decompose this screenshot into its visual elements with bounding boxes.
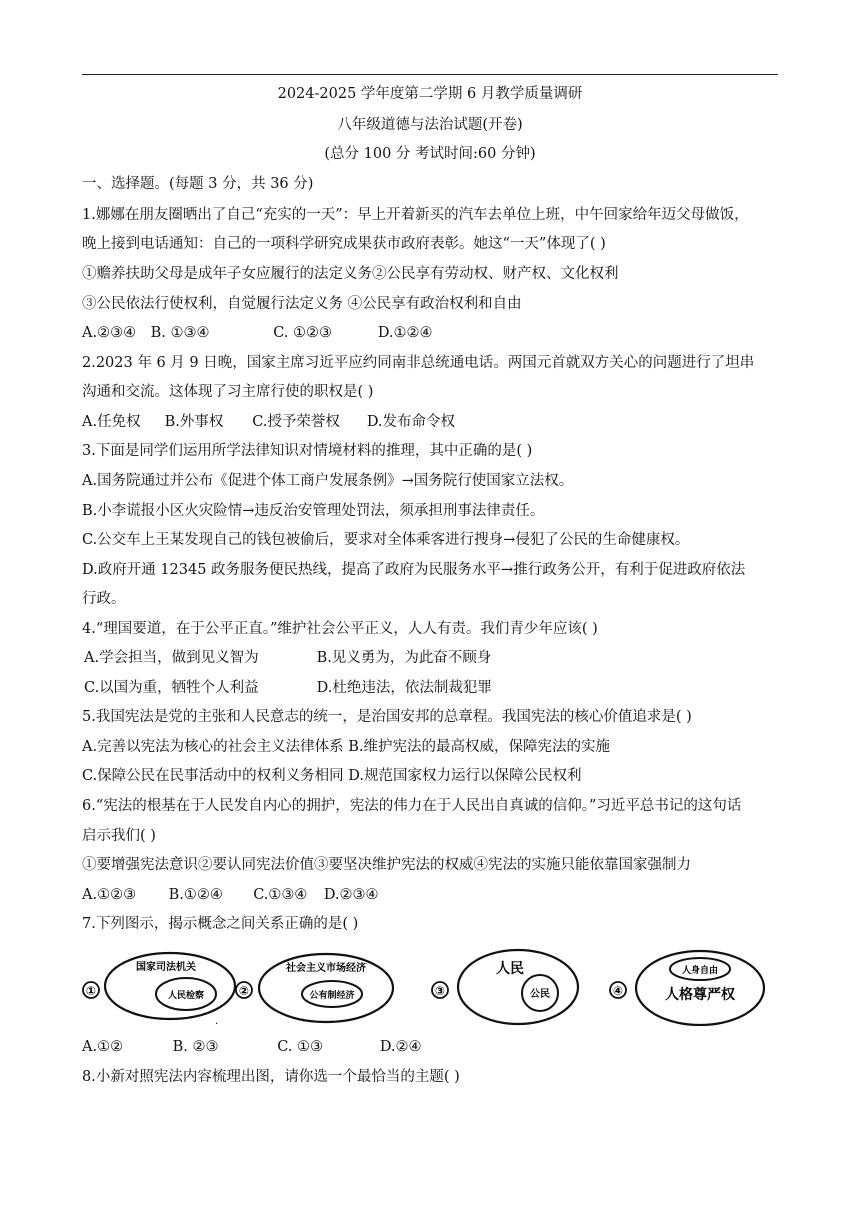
section-heading: 一、选择题。(每题 3 分，共 36 分) [82, 176, 314, 192]
diagram-2-inner-label: 公有制经济 [309, 991, 355, 1001]
diagram-3-number: ③ [434, 984, 446, 998]
diagram-2-outer-label: 社会主义市场经济 [286, 963, 366, 974]
q4-stem: 4.“理国要道，在于公平正直。”维护社会公平正义，人人有责。我们青少年应该( ) [82, 621, 598, 637]
q3-option-a[interactable]: A.国务院通过并公布《促进个体工商户发展条例》→国务院行使国家立法权。 [82, 473, 574, 489]
q1-stem-line1: 1.娜娜在朋友圈晒出了自己“充实的一天”：早上开着新买的汽车去单位上班，中午回家给年迈父母做饭， [82, 207, 749, 223]
q6-option-c[interactable]: C.①③④ [253, 887, 308, 903]
q3-option-b[interactable]: B.小李谎报小区火灾险情→违反治安管理处罚法，须承担刑事法律责任。 [82, 503, 545, 519]
q4-options-row2 [84, 678, 492, 698]
q7-options [82, 1037, 422, 1057]
q4-option-a[interactable]: A.学会担当，做到见义智为 [84, 650, 259, 666]
q2-option-b[interactable]: B.外事权 [164, 414, 224, 430]
q7-diagram-3[interactable] [432, 950, 578, 1024]
q2-options [82, 412, 455, 432]
q4-option-c[interactable]: C.以国为重，牺牲个人利益 [84, 680, 259, 696]
q7-stem: 7.下列图示，揭示概念之间关系正确的是( ) [82, 916, 359, 932]
diagram-2-number: ② [238, 984, 250, 998]
q1-stem-line2: 晚上接到电话通知：自己的一项科学研究成果获市政府表彰。她这“一天”体现了( ) [82, 236, 606, 252]
q7-diagram-1[interactable] [83, 953, 235, 1026]
q2-option-a[interactable]: A.任免权 [82, 414, 141, 430]
q3-stem: 3.下面是同学们运用所学法律知识对情境材料的推理，其中正确的是( ) [82, 443, 533, 459]
q1-statements-line2: ③公民依法行使权利，自觉履行法定义务 ④公民享有政治权利和自由 [82, 296, 522, 312]
q6-option-d[interactable]: D.②③④ [323, 887, 379, 903]
q4-option-d[interactable]: D.杜绝违法，依法制裁犯罪 [316, 680, 492, 696]
q7-diagram-4[interactable] [610, 951, 764, 1025]
q6-stem-line2: 启示我们( ) [82, 828, 156, 844]
diagram-3-outer-label: 人民 [496, 961, 524, 977]
q2-option-d[interactable]: D.发布命令权 [366, 414, 456, 430]
exam-info: (总分 100 分 考试时间:60 分钟) [324, 146, 536, 162]
q2-option-c[interactable]: C.授予荣誉权 [252, 414, 340, 430]
q7-option-a[interactable]: A.①② [82, 1039, 124, 1055]
diagram-1-outer-label: 国家司法机关 [136, 962, 196, 973]
q6-statements: ①要增强宪法意识②要认同宪法价值③要坚决维护宪法的权威④宪法的实施只能依靠国家强制力 [82, 857, 691, 873]
diagram-4-inner-label: 人身自由 [681, 966, 719, 976]
q3-option-d-line2[interactable]: 行政。 [82, 591, 126, 607]
diagram-4-outer-label: 人格尊严权 [665, 987, 735, 1003]
q5-stem: 5.我国宪法是党的主张和人民意志的统一，是治国安邦的总章程。我国宪法的核心价值追求是( ) [82, 709, 692, 725]
q7-option-d[interactable]: D.②④ [379, 1039, 422, 1055]
q6-option-b[interactable]: B.①②④ [168, 887, 223, 903]
header-rule [82, 74, 778, 75]
diagram-dot: · [215, 1019, 219, 1026]
q4-options-row1 [84, 648, 491, 668]
q7-diagram-2[interactable] [236, 954, 393, 1022]
q3-option-d-line1[interactable]: D.政府开通 12345 政务服务便民热线，提高了政府为民服务水平→推行政务公开，有利于促进政府依法 [82, 562, 746, 578]
diagram-1-number: ① [85, 984, 97, 998]
diagram-4-number: ④ [612, 984, 624, 998]
diagram-3-inner-label: 公民 [530, 989, 550, 1000]
q5-options-cd[interactable]: C.保障公民在民事活动中的权利义务相同 D.规范国家权力运行以保障公民权利 [82, 768, 582, 784]
q1-statements-line1: ①赡养扶助父母是成年子女应履行的法定义务②公民享有劳动权、财产权、文化权利 [82, 266, 619, 282]
q2-stem-line2: 沟通和交流。这体现了习主席行使的职权是( ) [82, 384, 374, 400]
q1-option-a[interactable]: A.②③④ [82, 325, 137, 341]
q8-stem: 8.小新对照宪法内容梳理出图，请你选一个最恰当的主题( ) [82, 1069, 460, 1085]
q1-option-d[interactable]: D.①②④ [377, 325, 433, 341]
q6-stem-line1: 6.“宪法的根基在于人民发自内心的拥护，宪法的伟力在于人民出自真诚的信仰。”习近平总书记的这句话 [82, 798, 742, 814]
diagram-1-inner-label: 人民检察 [167, 991, 205, 1001]
q6-options [82, 885, 379, 905]
q1-option-c[interactable]: C. ①②③ [273, 325, 333, 341]
q4-option-b[interactable]: B.见义勇为，为此奋不顾身 [316, 650, 492, 666]
q7-diagram-strip [82, 948, 778, 1026]
q7-option-c[interactable]: C. ①③ [277, 1039, 324, 1055]
q2-stem-line1: 2.2023 年 6 月 9 日晚，国家主席习近平应约同南非总统通电话。两国元首就双方关心的问题进行了坦串 [82, 355, 755, 371]
q5-options-ab[interactable]: A.完善以宪法为核心的社会主义法律体系 B.维护宪法的最高权威，保障宪法的实施 [82, 739, 610, 755]
exam-subtitle: 八年级道德与法治试题(开卷) [337, 117, 523, 133]
q1-options [82, 323, 433, 343]
exam-title: 2024-2025 学年度第二学期 6 月教学质量调研 [277, 86, 583, 102]
q3-option-c[interactable]: C.公交车上王某发现自己的钱包被偷后，要求对全体乘客进行搜身→侵犯了公民的生命健康权。 [82, 532, 690, 548]
q6-option-a[interactable]: A.①②③ [82, 887, 137, 903]
q7-option-b[interactable]: B. ②③ [172, 1039, 219, 1055]
q1-option-b[interactable]: B. ①③④ [150, 325, 210, 341]
